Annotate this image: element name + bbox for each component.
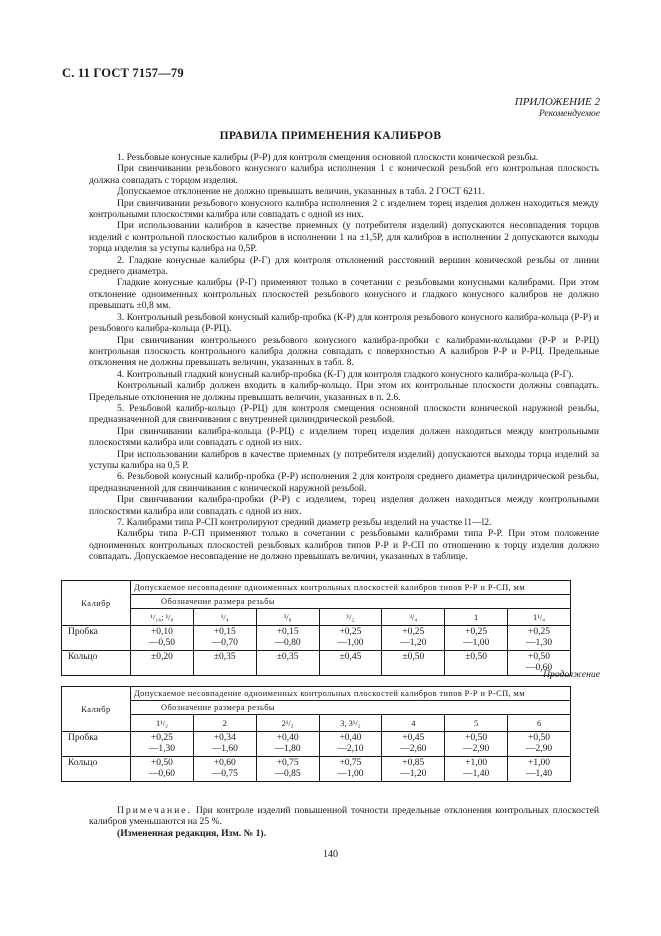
row-name: Кольцо: [62, 757, 131, 782]
size-header: ¹/₂: [319, 609, 382, 626]
table-cell: ±0,35: [256, 651, 319, 676]
body-text: [89, 152, 599, 563]
table-cell: +0,25 —1,30: [131, 732, 194, 757]
table-cell: +0,50 —0,60: [508, 651, 571, 676]
size-header: 4: [382, 715, 445, 732]
size-header: 1¹/₄: [508, 609, 571, 626]
size-header: 2¹/₂: [256, 715, 319, 732]
size-header: 2: [193, 715, 256, 732]
appendix-label: [515, 96, 600, 120]
table-cell: +0,45 —2,60: [382, 732, 445, 757]
size-header: ³/₄: [382, 609, 445, 626]
table-row: [62, 626, 571, 651]
table-cell: +0,50 —2,90: [445, 732, 508, 757]
table-subheader: Обозначение размера резьбы: [131, 701, 571, 715]
table-cell: +0,40 —1,80: [256, 732, 319, 757]
paragraph: 1. Резьбовые конусные калибры (Р-Р) для контроля смещения основной плоскости конической резьбы.: [117, 152, 539, 163]
table-cell: ±0,35: [193, 651, 256, 676]
table-cell: ±0,20: [131, 651, 194, 676]
table-subheader: Обозначение размера резьбы: [131, 595, 571, 609]
size-header: 3, 3¹/₂: [319, 715, 382, 732]
table-cell: +1,00 —1,40: [508, 757, 571, 782]
tolerance-table-1: [61, 580, 571, 676]
table-cell: ±0,50: [382, 651, 445, 676]
paragraph: При свинчивании резьбового конусного калибра исполнения 2 с изделием торец изделия должен находиться между контрольными плоскостями калибра или совпадать с одной из них.: [89, 197, 599, 221]
paragraph: 4. Контрольный гладкий конусный калибр-пробка (К-Г) для контроля гладкого конусного калибра-кольца (Р-Г).: [117, 368, 574, 380]
paragraph: При использовании калибров в качестве приемных (у потребителя изделий) допускаются выходы торца изделий за уступы калибра на 0,5 P.: [89, 448, 599, 471]
paragraph: 6. Резьбовой конусный калибр-пробка (Р-Р) исполнения 2 для контроля среднего диаметра цилиндрической резьбы, предназначенной для свинчивания с конической наружной резьбой.: [89, 471, 599, 494]
table-row: [62, 757, 571, 782]
size-header: ¹/₄: [193, 609, 256, 626]
note-paragraph: [89, 805, 599, 828]
paragraph: При свинчивании калибра-кольца (Р-РЦ) с изделием торец изделия должен находиться между контрольными плоскостями калибра или совпадать с одной из них.: [89, 425, 599, 449]
table-cell: +0,25 —1,00: [445, 626, 508, 651]
paragraph: При использовании калибров в качестве приемных (у потребителя изделий) допускаются несовпадения торцов изделий с контрольной плоскостью калибров в исполнении 1 на ±1,5P, для калибров в исполнении 2 допускаются выходы торца изделия за уступы калибра на 0,5P.: [89, 220, 599, 255]
table-cell: +0,40 —2,10: [319, 732, 382, 757]
table-cell: +0,75 —0,85: [256, 757, 319, 782]
table-cell: +1,00 —1,40: [445, 757, 508, 782]
note-label: Примечание.: [117, 805, 192, 816]
note-text: При контроле изделий повышенной точности предельные отклонения контрольных плоскостей калибров уменьшаются на 25 %.: [89, 805, 599, 828]
table-cell: +0,50 —0,60: [131, 757, 194, 782]
paragraph: Допускаемое отклонение не должно превышать величин, указанных в табл. 2 ГОСТ 6211.: [117, 186, 485, 198]
size-header: ³/₈: [256, 609, 319, 626]
column-header-gauge: Калибр: [62, 687, 131, 732]
table-cell: +0,25 —1,00: [319, 626, 382, 651]
table-row: [62, 732, 571, 757]
paragraph: 3. Контрольный резьбовой конусный калибр-пробка (К-Р) для контроля резьбового конусного калибра-кольца (Р-Р) и резьбового калибра-кольца (Р-РЦ).: [89, 311, 599, 335]
table-cell: ±0,50: [445, 651, 508, 676]
row-name: Кольцо: [62, 651, 131, 676]
table-cell: +0,85 —1,20: [382, 757, 445, 782]
paragraph: Калибры типа Р-СП применяют только в сочетании с резьбовыми калибрами типа Р-Р. При этом положение одноименных контрольных плоскостей резьбовых калибров типов Р-Р и Р-СП по отношению к торцу изделия должно совпадать. Допускаемое несовпадение не должно превышать величин, указанных в таблице.: [89, 528, 599, 563]
tolerance-table-2: [61, 686, 571, 782]
paragraph: 7. Калибрами типа Р-СП контролируют средний диаметр резьбы изделий на участке l1—l2.: [117, 517, 492, 528]
table-cell: +0,15 —0,70: [193, 626, 256, 651]
table-cell: +0,10 —0,50: [131, 626, 194, 651]
paragraph: При свинчивании резьбового конусного калибра исполнения 1 с конической резьбой его контрольная плоскость должна совпадать с торцом изделия.: [89, 163, 599, 186]
table-row: [62, 651, 571, 676]
section-title: ПРАВИЛА ПРИМЕНЕНИЯ КАЛИБРОВ: [219, 130, 442, 142]
table-note: [89, 805, 599, 839]
appendix-status: Рекомендуемое: [538, 109, 600, 119]
paragraph: Гладкие конусные калибры (Р-Г) применяют только в сочетании с резьбовыми конусными калибрами. При этом отклонение одноименных контрольных плоскостей резьбового конусного и гладкого конусного калибров не должно превышать ±0,8 мм.: [89, 277, 599, 312]
table-caption: Допускаемое несовпадение одноименных контрольных плоскостей калибров типов Р-Р и Р-СП, мм: [131, 687, 571, 701]
paragraph: При свинчивании калибра-пробки (Р-Р) с изделием, торец изделия должен находиться между контрольными плоскостями калибра или совпадать с одной из них.: [89, 494, 599, 517]
table-cell: +0,25 —1,30: [508, 626, 571, 651]
size-header: ¹/₁₆; ¹/₈: [131, 609, 194, 626]
size-header: 5: [445, 715, 508, 732]
table-cell: +0,25 —1,20: [382, 626, 445, 651]
page-header: С. 11 ГОСТ 7157—79: [62, 66, 184, 80]
page-number: 140: [323, 849, 338, 860]
paragraph: 2. Гладкие конусные калибры (Р-Г) для контроля отклонений расстояний вершин конической резьбы от линии среднего диаметра.: [89, 254, 599, 278]
paragraph: 5. Резьбовой калибр-кольцо (Р-РЦ) для контроля смещения основной плоскости конической наружной резьбы, предназначенной для свинчивания с внутренней цилиндрической резьбой.: [89, 402, 599, 426]
row-name: Пробка: [62, 626, 131, 651]
table-caption: Допускаемое несовпадение одноименных контрольных плоскостей калибров типов Р-Р и Р-СП, мм: [131, 581, 571, 595]
table-cell: ±0,45: [319, 651, 382, 676]
paragraph: При свинчивании контрольного резьбового конусного калибра-пробки с калибрами-кольцами (Р-Р и Р-РЦ) контрольная плоскость контрольного калибра должна совпадать с поверхностью А калибров Р-Р и Р-РЦ. Предельные отклонения не должны превышать величин, указанных в табл. 8.: [89, 334, 599, 369]
row-name: Пробка: [62, 732, 131, 757]
table-cell: +0,34 —1,60: [193, 732, 256, 757]
size-header: 6: [508, 715, 571, 732]
table-cell: +0,15 —0,80: [256, 626, 319, 651]
table-cell: +0,60 —0,75: [193, 757, 256, 782]
size-header: 1¹/₂: [131, 715, 194, 732]
continuation-label: Продолжение: [543, 669, 600, 680]
appendix-number: ПРИЛОЖЕНИЕ 2: [514, 96, 600, 108]
table-cell: +0,75 —1,00: [319, 757, 382, 782]
column-header-gauge: Калибр: [62, 581, 131, 626]
paragraph: Контрольный калибр должен входить в калибр-кольцо. При этом их контрольные плоскости должны совпадать. Предельные отклонения не должны превышать величин, указанных в п. 2.6.: [89, 380, 599, 403]
size-header: 1: [445, 609, 508, 626]
edition-note: (Измененная редакция, Изм. № 1).: [117, 827, 267, 839]
table-cell: +0,50 —2,90: [508, 732, 571, 757]
